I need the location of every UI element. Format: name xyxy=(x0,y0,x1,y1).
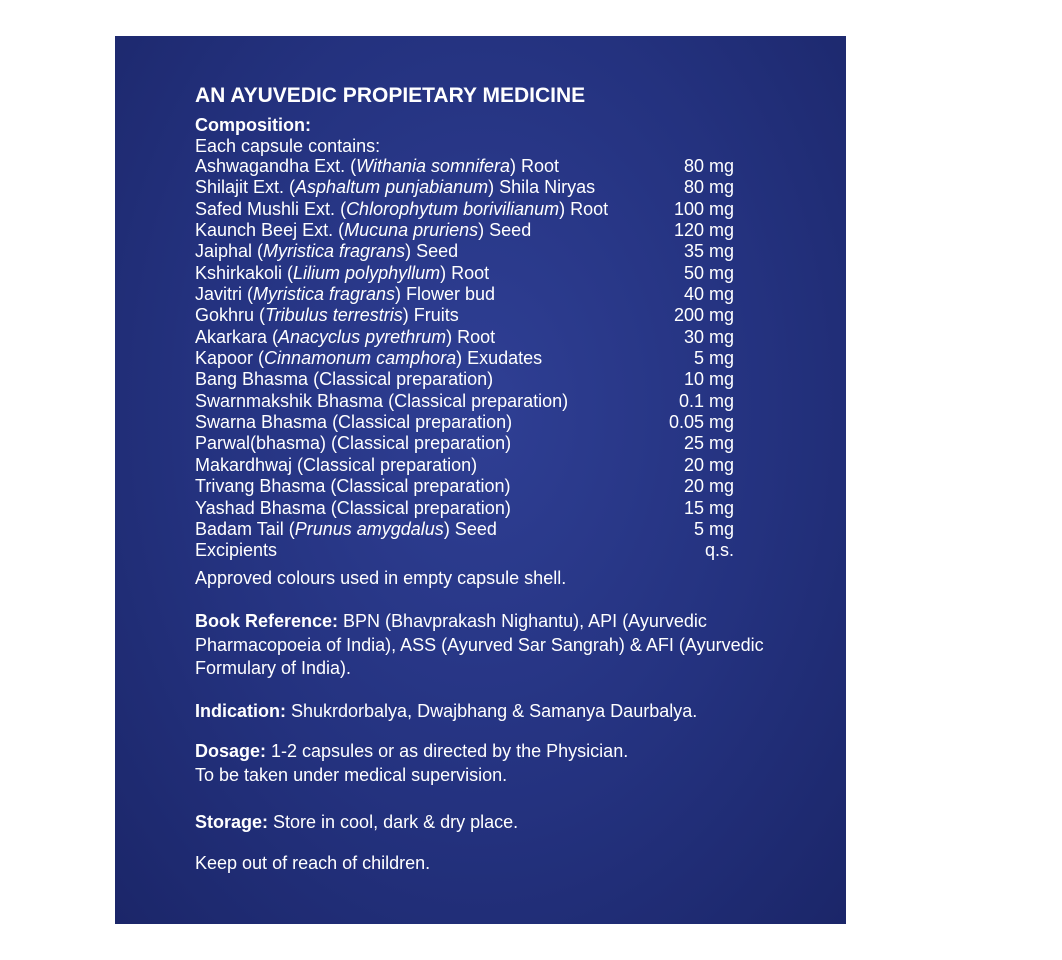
ingredient-name-text: Parwal(bhasma) (Classical preparation) xyxy=(195,433,512,454)
ingredient-amount: 100 mg xyxy=(673,198,734,219)
ingredient-name-text: Swarnmakshik Bhasma (Classical preparation) xyxy=(195,390,569,411)
ingredient-part: ) Fruits xyxy=(402,305,459,326)
ingredient-name-text: Bang Bhasma (Classical preparation) xyxy=(195,369,494,390)
ingredient-amount: 15 mg xyxy=(683,497,734,518)
ingredient-row xyxy=(195,263,735,284)
ingredient-row xyxy=(195,369,735,390)
ingredient-botanical-name: Asphaltum punjabianum xyxy=(295,177,489,198)
ingredient-name xyxy=(195,391,568,411)
ingredient-name-text: Shilajit Ext. ( xyxy=(195,177,296,198)
ingredient-amount: 5 mg xyxy=(693,348,734,369)
ingredient-amount: 20 mg xyxy=(683,476,734,497)
ingredient-name-text: Kaunch Beej Ext. ( xyxy=(195,220,345,241)
ingredient-name xyxy=(195,433,511,453)
composition-intro: Each capsule contains: xyxy=(195,136,381,156)
ingredient-amount: 10 mg xyxy=(683,369,734,390)
label-title: AN AYUVEDIC PROPIETARY MEDICINE xyxy=(195,84,586,107)
ingredient-botanical-name: Withania somnifera xyxy=(356,156,511,176)
storage-label: Storage: xyxy=(195,812,269,832)
ingredient-row xyxy=(195,540,735,561)
ingredient-botanical-name: Chlorophytum borivilianum xyxy=(346,198,560,219)
ingredient-amount: 80 mg xyxy=(683,156,734,176)
ingredient-botanical-name: Anacyclus pyrethrum xyxy=(278,326,447,347)
indication xyxy=(195,700,815,724)
ingredient-name-text: Ashwagandha Ext. ( xyxy=(195,156,357,176)
ingredient-name-text: Gokhru ( xyxy=(195,305,266,326)
ingredient-part: ) Root xyxy=(440,262,490,283)
ingredient-row xyxy=(195,199,735,220)
ingredient-name-text: Excipients xyxy=(195,540,278,561)
dosage-note: To be taken under medical supervision. xyxy=(195,764,508,785)
ingredient-name-text: Makardhwaj (Classical preparation) xyxy=(195,454,478,475)
ingredient-name xyxy=(195,177,595,197)
ingredient-part: ) Root xyxy=(510,156,560,176)
ingredient-botanical-name: Tribulus terrestris xyxy=(265,305,403,326)
ingredient-name-text: Trivang Bhasma (Classical preparation) xyxy=(195,476,511,497)
ingredient-row xyxy=(195,412,735,433)
ingredient-amount: 30 mg xyxy=(683,326,734,347)
ingredient-row xyxy=(195,327,735,348)
ingredient-row xyxy=(195,498,735,519)
ingredient-amount: 50 mg xyxy=(683,262,734,283)
ingredient-name xyxy=(195,199,608,219)
ingredient-name xyxy=(195,156,559,176)
ingredient-botanical-name: Mucuna pruriens xyxy=(344,220,479,241)
ingredient-part: ) Root xyxy=(446,326,496,347)
ingredient-row xyxy=(195,284,735,305)
ingredient-name-text: Swarna Bhasma (Classical preparation) xyxy=(195,412,513,433)
ingredient-row xyxy=(195,156,735,177)
ingredient-name xyxy=(195,284,495,304)
ingredient-row xyxy=(195,391,735,412)
indication-text: Shukrdorbalya, Dwajbhang & Samanya Daurbalya. xyxy=(286,701,698,721)
ingredient-name xyxy=(195,241,458,261)
ingredient-amount: 25 mg xyxy=(683,433,734,454)
ingredient-row xyxy=(195,519,735,540)
ingredient-amount: 120 mg xyxy=(673,220,734,241)
storage xyxy=(195,811,815,835)
ingredient-amount: 40 mg xyxy=(683,284,734,305)
indication-label: Indication: xyxy=(195,701,286,721)
ingredient-name-text: Akarkara ( xyxy=(195,326,279,347)
ingredient-name-text: Safed Mushli Ext. ( xyxy=(195,198,347,219)
ingredient-botanical-name: Lilium polyphyllum xyxy=(293,262,441,283)
composition-heading: Composition: xyxy=(195,115,311,135)
ingredient-row xyxy=(195,241,735,262)
ingredient-amount: 20 mg xyxy=(683,454,734,475)
ingredient-name xyxy=(195,455,477,475)
ingredient-amount: 200 mg xyxy=(673,305,734,326)
ingredient-row xyxy=(195,220,735,241)
ingredient-part: ) Seed xyxy=(478,220,532,241)
book-reference-text: BPN (Bhavprakash Nighantu), API (Ayurvedic Pharmacopoeia of India), ASS (Ayurved Sar Sangrah) & AFI (Ayurvedic Formulary of India). xyxy=(195,611,764,678)
warning-text: Keep out of reach of children. xyxy=(195,853,431,873)
ingredient-name xyxy=(195,348,542,368)
ingredient-name xyxy=(195,327,495,347)
ingredient-part: ) Exudates xyxy=(456,348,543,369)
book-reference-label: Book Reference: xyxy=(195,611,339,631)
ingredient-amount: q.s. xyxy=(704,540,734,561)
ingredient-name xyxy=(195,220,531,240)
ingredient-amount: 0.05 mg xyxy=(668,412,734,433)
ingredient-name xyxy=(195,412,512,432)
dosage xyxy=(195,740,815,787)
ingredient-name-text: Badam Tail ( xyxy=(195,518,295,539)
ingredient-row xyxy=(195,348,735,369)
ingredient-name-text: Kapoor ( xyxy=(195,348,265,369)
ingredient-part: ) Shila Niryas xyxy=(488,177,596,198)
ingredient-name xyxy=(195,369,493,389)
ingredient-name xyxy=(195,498,511,518)
label-panel xyxy=(115,36,846,924)
ingredient-amount: 5 mg xyxy=(693,518,734,539)
ingredient-name-text: Jaiphal ( xyxy=(195,241,264,262)
ingredient-part: ) Root xyxy=(559,198,609,219)
ingredient-part: ) Seed xyxy=(405,241,459,262)
dosage-text: 1-2 capsules or as directed by the Physician. xyxy=(266,741,629,761)
ingredient-botanical-name: Prunus amygdalus xyxy=(294,518,444,539)
ingredient-amount: 35 mg xyxy=(683,241,734,262)
ingredient-name xyxy=(195,263,489,283)
ingredient-name xyxy=(195,305,459,325)
dosage-label: Dosage: xyxy=(195,741,267,761)
ingredient-row xyxy=(195,433,735,454)
book-reference xyxy=(195,610,815,681)
ingredient-name-text: Javitri ( xyxy=(195,284,253,305)
ingredient-name-text: Yashad Bhasma (Classical preparation) xyxy=(195,497,511,518)
ingredient-amount: 80 mg xyxy=(683,177,734,198)
ingredient-botanical-name: Myristica fragrans xyxy=(253,284,396,305)
ingredient-name xyxy=(195,476,510,496)
ingredient-list xyxy=(195,156,735,562)
ingredient-part: ) Seed xyxy=(443,518,497,539)
ingredient-row xyxy=(195,476,735,497)
ingredient-name xyxy=(195,540,277,560)
ingredient-botanical-name: Myristica fragrans xyxy=(263,241,406,262)
storage-text: Store in cool, dark & dry place. xyxy=(268,812,519,832)
ingredient-name xyxy=(195,519,497,539)
ingredient-row xyxy=(195,455,735,476)
ingredient-row xyxy=(195,177,735,198)
ingredient-botanical-name: Cinnamonum camphora xyxy=(264,348,457,369)
colours-note: Approved colours used in empty capsule shell. xyxy=(195,568,567,588)
ingredient-name-text: Kshirkakoli ( xyxy=(195,262,294,283)
ingredient-row xyxy=(195,305,735,326)
ingredient-amount: 0.1 mg xyxy=(678,390,734,411)
ingredient-part: ) Flower bud xyxy=(395,284,496,305)
